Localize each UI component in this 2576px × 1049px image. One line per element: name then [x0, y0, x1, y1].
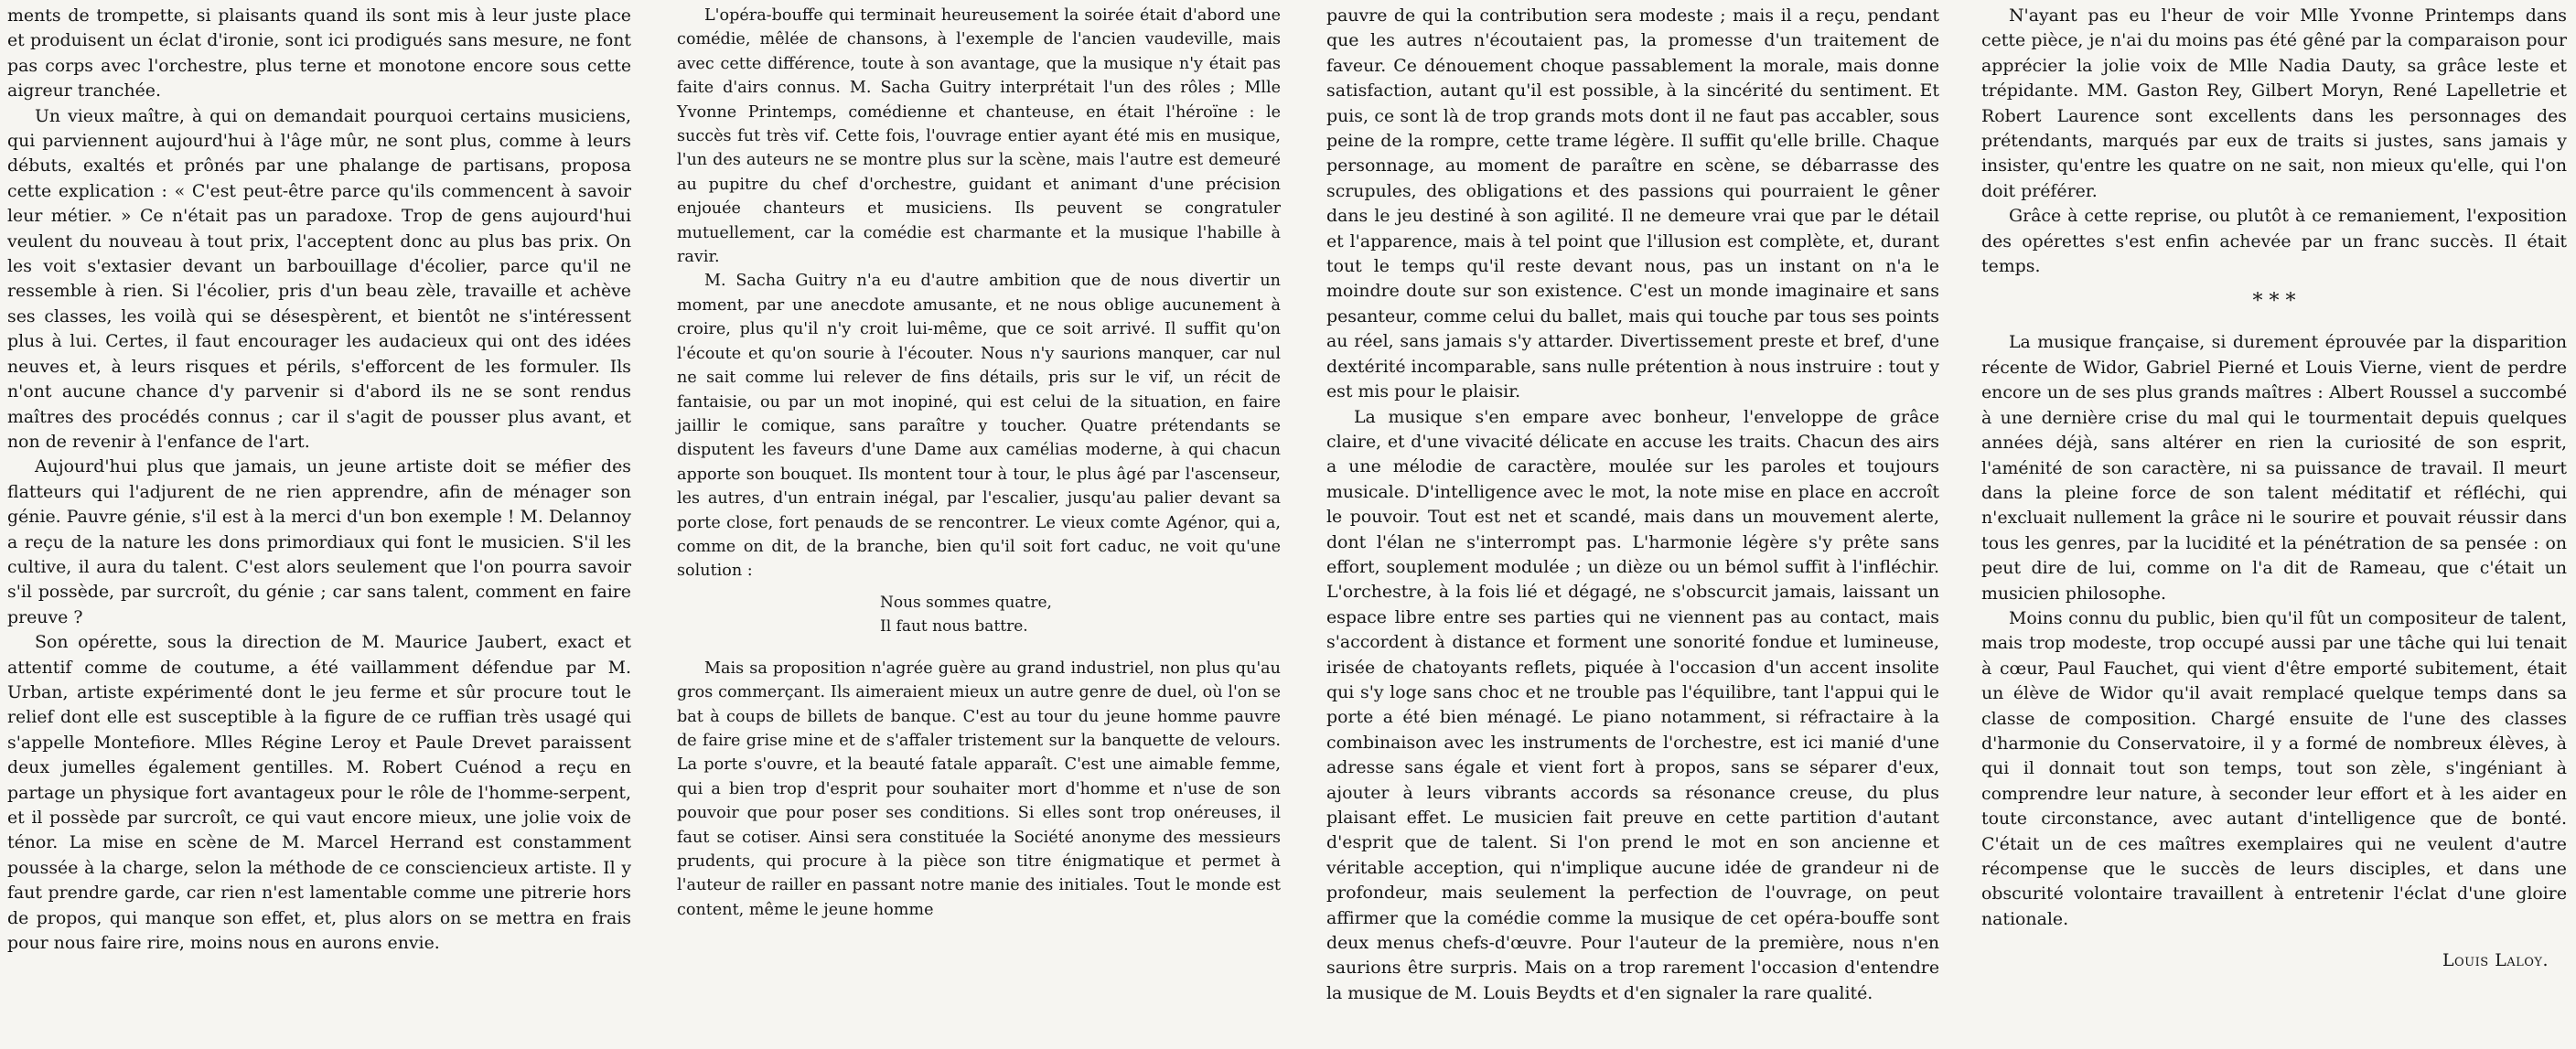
- section-separator-asterism: * * *: [2252, 290, 2296, 314]
- author-signature: Louis Laloy.: [2442, 950, 2549, 971]
- paragraph: Mais sa proposition n'agrée guère au grand industriel, non plus qu'au gros commerçant. Ils aimeraient mieux un autre genre de duel, où l'on se bat à coups de billets de banque. C'est au tour du jeune homme pauvre de faire grise mine et de s'affaler tristement sur la banquette de velours. La porte s'ouvre, et la beauté fatale apparaît. C'est une aimable femme, qui a bien trop d'esprit pour souhaiter mort d'homme et n'use de son pouvoir que pour poser ses conditions. Si elles sont trop onéreuses, il faut se cotiser. Ainsi sera constituée la Société anonyme des messieurs prudents, qui procure à la pièce son titre énigmatique et permet à l'auteur de railler en passant notre manie des initiales. Tout le monde est content, même le jeune homme: [677, 658, 1281, 919]
- paragraph: M. Sacha Guitry n'a eu d'autre ambition que de nous divertir un moment, par une anecdote amusante, et ne nous oblige aucunement à croire, plus qu'il n'y croit lui-même, que ce soit arrivé. Il suffit qu'on l'écoute et qu'on sourie à l'écouter. Nous n'y saurions manquer, car nul ne sait comme lui relever de fins détails, pris sur le vif, un récit de fantaisie, ou par un mot inopiné, qui est celui de la situation, en faire jaillir le comique, sans paraître y toucher. Quatre prétendants se disputent les faveurs d'une Dame aux camélias moderne, à qui chacun apporte son bouquet. Ils montent tour à tour, le plus âgé par l'ascenseur, les autres, d'un entrain inégal, par l'escalier, jusqu'au palier devant sa porte close, fort penauds de se rencontrer. Le vieux comte Agénor, qui a, comme on dit, de la branche, bien qu'il soit fort caduc, ne voit qu'une solution :: [677, 272, 1281, 581]
- paragraph: La musique française, si durement éprouvée par la disparition récente de Widor, Gabriel Pierné et Louis Vierne, vient de perdre encore un de ses plus grands maîtres : Albert Roussel a succombé à une dernière crise du mal qui le tourmentait depuis quelques années déjà, sans altérer en rien la curiosité de son esprit, l'aménité de son caractère, ni sa puissance de travail. Il meurt dans la pleine force de son talent méditatif et réfléchi, qui n'excluait nullement la grâce ni le sourire et pouvait réussir dans tous les genres, par la lucidité et la pénétration de sa pensée : on peut dire de lui, comme on l'a dit de Rameau, que c'était un musicien philosophe.: [1981, 332, 2567, 604]
- paragraph: Son opérette, sous la direction de M. Maurice Jaubert, exact et attentif comme de coutume, a été vaillamment défendue par M. Urban, artiste expérimenté dont le jeu ferme et sûr procure tout le relief dont elle est susceptible à la figure de ce ruffian très usagé qui s'appelle Montefiore. Mlles Régine Leroy et Paule Drevet paraissent deux jumelles également gentilles. M. Robert Cuénod a reçu en partage un physique fort avantageux pour le rôle de l'homme-serpent, et il possède par surcroît, ce qui vaut encore mieux, une jolie voix de ténor. La mise en scène de M. Marcel Herrand est constamment poussée à la charge, selon la méthode de ce consciencieux artiste. Il y faut prendre garde, car rien n'est lamentable comme une pitrerie hors de propos, qui manque son effet, et, plus alors on se mettra en frais pour nous faire rire, moins nous en aurons envie.: [7, 632, 631, 954]
- verse-quote: [880, 591, 1281, 638]
- column-3: [1326, 4, 1939, 1006]
- paragraph: N'ayant pas eu l'heur de voir Mlle Yvonne Printemps dans cette pièce, je n'ai du moins pas été gêné par la comparaison pour apprécier la jolie voix de Mlle Nadia Dauty, sa grâce leste et trépidante. MM. Gaston Rey, Gilbert Moryn, René Lapelletrie et Robert Laurence sont excellents dans les personnages des prétendants, marqués par eux de traits si justes, sans jamais y insister, qu'entre les quatre on ne sait, non mieux qu'elle, qui l'on doit préférer.: [1981, 5, 2567, 201]
- paragraph: La musique s'en empare avec bonheur, l'enveloppe de grâce claire, et d'une vivacité délicate en accuse les traits. Chacun des airs a une mélodie de caractère, moulée sur les paroles et toujours musicale. D'intelligence avec le mot, la note mise en place en accroît le pouvoir. Tout est net et scandé, mais dans un mouvement alerte, dont l'élan ne s'interrompt pas. L'harmonie légère s'y prête sans effort, souplement modulée ; un dièze ou un bémol suffit à l'infléchir. L'orchestre, à la fois lié et dégagé, ne s'obscurcit jamais, laissant un espace libre entre ses parties qui ne viennent pas au contact, mais s'accordent à distance et forment une sonorité fondue et lumineuse, irisée de chatoyants reflets, piquée à l'occasion d'un accent insolite qui s'y loge sans choc et ne trouble pas l'équilibre, tant l'appui qui le porte a été bien ménagé. Le piano notamment, si réfractaire à la combinaison avec les instruments de l'orchestre, est ici manié d'une adresse sans égale et vient fort à propos, sans se séparer d'eux, ajouter à leurs vibrants accords sa résonance creuse, du plus plaisant effet. Le musicien fait preuve en cette partition d'autant d'esprit que de talent. Si l'on prend le mot en son ancienne et véritable acception, qui n'implique aucune idée de grandeur ni de profondeur, mais seulement la perfection de l'ouvrage, on peut affirmer que la comédie comme la musique de cet opéra-bouffe sont deux menus chefs-d'œuvre. Pour l'auteur de la première, nous n'en saurions être surpris. Mais on a trop rarement l'occasion d'entendre la musique de M. Louis Beydts et d'en signaler la rare qualité.: [1326, 406, 1939, 1003]
- column-2: [677, 4, 1281, 922]
- paragraph: Aujourd'hui plus que jamais, un jeune artiste doit se méfier des flatteurs qui l'adjurent de ne rien apprendre, afin de ménager son génie. Pauvre génie, s'il est à la merci d'un bon exemple ! M. Delannoy a reçu de la nature les dons primordiaux qui font le musicien. S'il les cultive, il aura du talent. C'est alors seulement que l'on pourra savoir s'il possède, par surcroît, du génie ; car sans talent, comment en faire preuve ?: [7, 456, 631, 627]
- column-4: [1981, 4, 2567, 974]
- verse-line: Nous sommes quatre,: [880, 593, 1052, 612]
- paragraph: L'opéra-bouffe qui terminait heureusement la soirée était d'abord une comédie, mêlée de chansons, à l'exemple de l'ancien vaudeville, mais avec cette différence, toute à son avantage, que la musique n'y était pas faite d'airs connus. M. Sacha Guitry interprétait l'un des rôles ; Mlle Yvonne Printemps, comédienne et chanteuse, en était l'héroïne : le succès fut très vif. Cette fois, l'ouvrage entier ayant été mis en musique, l'un des auteurs ne se montre plus sur la scène, mais l'autre est demeuré au pupitre du chef d'orchestre, guidant et animant d'une précision enjouée chanteurs et musiciens. Ils peuvent se congratuler mutuellement, car la comédie est charmante et la musique l'habille à ravir.: [677, 6, 1281, 267]
- paragraph: Un vieux maître, à qui on demandait pourquoi certains musiciens, qui parviennent aujourd'hui à l'âge mûr, ne sont plus, comme à leurs débuts, exaltés et prônés par une phalange de partisans, proposa cette explication : « C'est peut-être parce qu'ils commencent à savoir leur métier. » Ce n'était pas un paradoxe. Trop de gens aujourd'hui veulent du nouveau à tout prix, l'acceptent donc au plus bas prix. On les voit s'extasier devant un barbouillage d'écolier, parce qu'il ne ressemble à rien. Si l'écolier, pris d'un beau zèle, travaille et achève ses classes, les voilà qui se désespèrent, et bientôt ne s'intéressent plus à lui. Certes, il faut encourager les audacieux qui ont des idées neuves et, à leurs risques et périls, s'efforcent de les formuler. Ils n'ont aucune chance d'y parvenir si d'abord ils ne se sont rendus maîtres des procédés connus ; car il s'agit de pousser plus avant, et non de revenir à l'enfance de l'art.: [7, 105, 631, 452]
- paragraph: Grâce à cette reprise, ou plutôt à ce remaniement, l'exposition des opérettes s'est enfin achevée par un franc succès. Il était temps.: [1981, 206, 2567, 277]
- paragraph: Moins connu du public, bien qu'il fût un compositeur de talent, mais trop modeste, trop occupé aussi par une tâche qui lui tenait à cœur, Paul Fauchet, qui vient d'être emporté subitement, était un élève de Widor qu'il avait remplacé quelque temps dans sa classe de composition. Chargé ensuite de l'une des classes d'harmonie du Conservatoire, il y a formé de nombreux élèves, à qui il donnait tout son temps, tout son zèle, s'ingéniant à comprendre leur nature, à seconder leur effort et à les aider en toute circonstance, avec autant d'intelligence que de bonté. C'était un de ces maîtres exemplaires qui ne veulent d'autre récompense que le succès de leurs disciples, et dans une obscurité volontaire travaillent à entretenir l'éclat d'une gloire nationale.: [1981, 607, 2567, 929]
- paragraph: ments de trompette, si plaisants quand ils sont mis à leur juste place et produisent un éclat d'ironie, sont ici prodigués sans mesure, ne font pas corps avec l'orchestre, plus terne et monotone encore sous cette aigreur tranchée.: [7, 5, 631, 102]
- paragraph: pauvre de qui la contribution sera modeste ; mais il a reçu, pendant que les autres n'écoutaient pas, la promesse d'un traitement de faveur. Ce dénouement choque passablement la morale, mais donne satisfaction, autant qu'il est possible, à la sincérité du sentiment. Et puis, ce sont là de trop grands mots dont il ne faut pas accabler, sous peine de la rompre, cette trame légère. Il suffit qu'elle brille. Chaque personnage, au moment de paraître en scène, se débarrasse des scrupules, des obligations et des passions qui pourraient le gêner dans le jeu destiné à son agilité. Il ne demeure vrai que par le détail et l'apparence, mais à tel point que l'illusion est complète, et, durant tout le temps qu'il reste devant nous, pas un instant on n'a le moindre doute sur son existence. C'est un monde imaginaire et sans pesanteur, comme celui du ballet, mais qui touche par tous ses points au réel, sans jamais s'y attarder. Divertissement preste et bref, d'une dextérité incomparable, sans nulle prétention à nous instruire : tout y est mis pour le plaisir.: [1326, 5, 1939, 402]
- column-1: [7, 4, 631, 956]
- verse-line: Il faut nous battre.: [880, 616, 1028, 636]
